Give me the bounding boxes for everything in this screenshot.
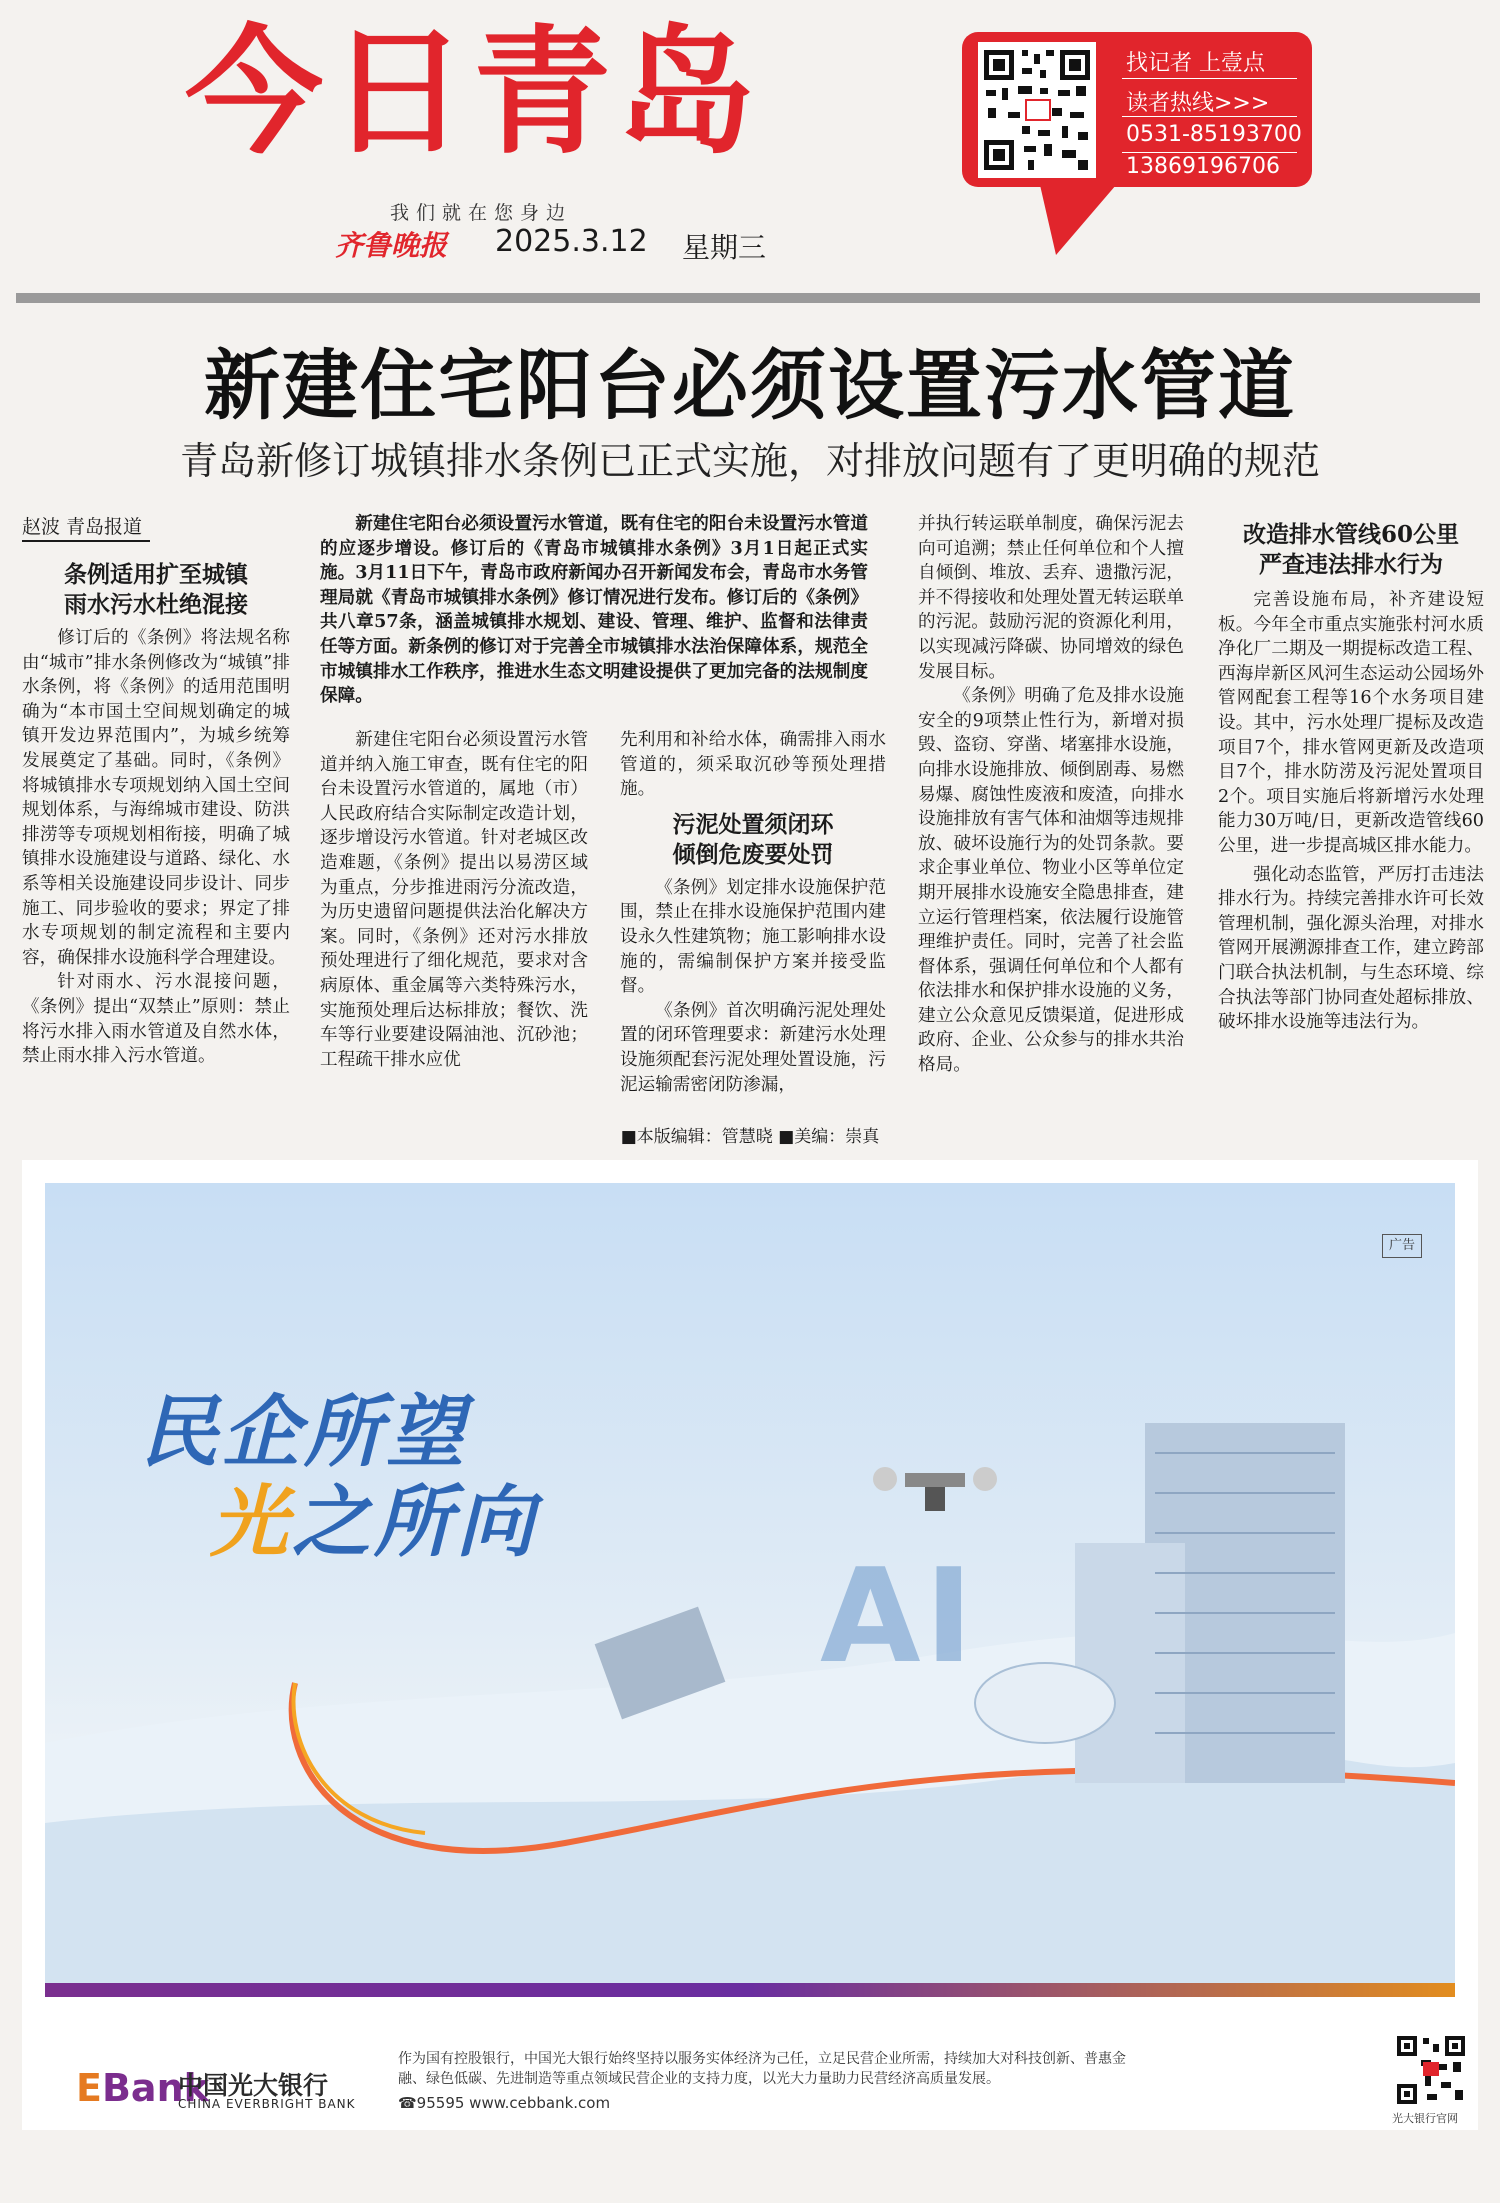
article-body <box>22 626 290 1069</box>
bank-name-en: CHINA EVERBRIGHT BANK <box>178 2097 356 2111</box>
ad-headline-1: 民企所望 <box>140 1388 469 1478</box>
hotline-divider <box>1122 116 1297 117</box>
hotline-line2: 读者热线>>> <box>1126 91 1270 116</box>
article-subhead: 青岛新修订城镇排水条例已正式实施，对排放问题有了更明确的规范 <box>179 439 1320 483</box>
article-body <box>620 876 886 1097</box>
paragraph: 《条例》明确了危及排水设施安全的9项禁止性行为，新增对损毁、盗窃、穿凿、堵塞排水设施，向排水设施排放、倾倒剧毒、易燃易爆、腐蚀性废液和废渣，向排水设施排放有害气体和油烟等违规排放、破坏设施行为的处罚条款。要求企事业单位、物业小区等单位定期开展排水设施安全隐患排查，建立运行管理档案，依法履行设施管理维护责任。同时，完善了社会监督体系，强调任何单位和个人都有依法排水和保护排水设施的义务，建立公众意见反馈渠道，促进形成政府、企业、公众参与的排水共治格局。 <box>918 686 1184 1076</box>
hotline-divider <box>1122 78 1297 79</box>
paragraph: 修订后的《条例》将法规名称由“城市”排水条例修改为“城镇”排水条例，将《条例》的适用范围明确为“本市国土空间规划确定的城镇开发边界范围内”，为城乡统筹发展奠定了基础。同时，《条例》将城镇排水专项规划纳入国土空间规划体系，与海绵城市建设、防洪排涝等专项规划相衔接，明确了城镇排水设施建设与道路、绿化、水系等相关设施建设同步设计、同步施工、同步验收的要求；界定了排水专项规划的制定流程和主要内容，确保排水设施科学合理建设。 <box>22 628 290 968</box>
hotline-divider <box>1122 152 1297 153</box>
ad-banner-image <box>45 1183 1455 1983</box>
ad-headline-2-rest: 之所向 <box>292 1478 539 1568</box>
masthead-slogan: 我们就在您身边 <box>390 202 573 224</box>
ad-brand-bar <box>45 1983 1455 1997</box>
article-column-2 <box>320 728 588 1072</box>
paragraph: 并执行转运联单制度，确保污泥去向可追溯；禁止任何单位和个人擅自倾倒、堆放、丢弃、遗撒污泥，并不得接收和处理处置无转运联单的污泥。鼓励污泥的资源化利用，以实现减污降碳、协同增效的绿色发展目标。 <box>918 514 1184 682</box>
ad-label: 广告 <box>1382 1234 1422 1258</box>
page-credits: ■本版编辑：管慧晓 ■美编：崇真 <box>620 1127 880 1147</box>
qr-code-icon <box>1395 2034 1467 2106</box>
qr-code-icon <box>978 42 1096 178</box>
article-headline: 新建住宅阳台必须设置污水管道 <box>204 341 1296 430</box>
hotline-box-tail <box>1040 185 1116 255</box>
article-body <box>620 728 886 802</box>
paragraph: 《条例》划定排水设施保护范围，禁止在排水设施保护范围内建设永久性建筑物；施工影响排水设施的，需编制保护方案并接受监督。 <box>620 877 886 997</box>
article-column-4 <box>918 512 1184 1078</box>
article-column-5 <box>1218 520 1484 1035</box>
section-heading: 改造排水管线60公里 <box>1242 521 1459 548</box>
paper-name: 齐鲁晚报 <box>335 229 448 262</box>
ad-description: 作为国有控股银行，中国光大银行始终坚持以服务实体经济为己任，立足民营企业所需，持续加大对科技创新、普惠金融、绿色低碳、先进制造等重点领域民营企业的支持力度，以光大力量助力民营经济高质量发展。 <box>398 2051 1126 2087</box>
paragraph: 先利用和补给水体，确需排入雨水管道的，须采取沉砂等预处理措施。 <box>620 730 886 800</box>
qr-caption: 光大银行官网 <box>1392 2112 1458 2125</box>
masthead-rule <box>16 293 1480 303</box>
section-heading: 严查违法排水行为 <box>1259 551 1443 578</box>
ad-headline-2-highlight: 光 <box>210 1478 293 1568</box>
bank-name-cn: 中国光大银行 <box>178 2071 329 2100</box>
hotline-phone2: 13869196706 <box>1126 154 1280 179</box>
paragraph: 针对雨水、污水混接问题，《条例》提出“双禁止”原则：禁止将污水排入雨水管道及自然水体，禁止雨水排入污水管道。 <box>22 972 290 1067</box>
issue-date: 2025.3.12 <box>495 224 648 259</box>
ad-ai-text: AI <box>820 1540 977 1692</box>
paragraph: 《条例》首次明确污泥处理处置的闭环管理要求：新建污水处理设施须配套污泥处理处置设施，污泥运输需密闭防渗漏， <box>620 1000 886 1095</box>
section-heading: 污泥处置须闭环 <box>672 810 834 838</box>
ad-contact: ☎95595 www.cebbank.com <box>398 2094 611 2112</box>
section-heading: 雨水污水杜绝混接 <box>64 591 248 618</box>
paragraph: 新建住宅阳台必须设置污水管道并纳入施工审查，既有住宅的阳台未设置污水管道的，属地（市）人民政府结合实际制定改造计划，逐步增设污水管道。针对老城区改造难题，《条例》提出以易涝区域为重点，分步推进雨污分流改造，为历史遗留问题提供法治化解决方案。同时，《条例》还对污水排放预处理进行了细化规范，要求对含病原体、重金属等六类特殊污水，实施预处理后达标排放；餐饮、洗车等行业要建设隔油池、沉砂池；工程疏干排水应优 <box>320 730 588 1070</box>
paragraph: 完善设施布局，补齐建设短板。今年全市重点实施张村河水质净化厂二期及一期提标改造工程、西海岸新区风河生态运动公园场外管网配套工程等16个水务项目建设。其中，污水处理厂提标及改造项目7个，排水管网更新及改造项目7个，排水防涝及污泥处置项目2个。项目实施后将新增污水处理能力30万吨/日，更新改造管线60公里，进一步提高城区排水能力。 <box>1218 590 1484 856</box>
masthead-logo: 今日青岛 <box>185 12 762 173</box>
byline-rule <box>22 540 150 542</box>
article-body <box>1218 588 1484 1035</box>
section-heading: 条例适用扩至城镇 <box>64 561 248 588</box>
article-byline: 赵波 青岛报道 <box>22 516 143 538</box>
bank-logo-icon: EBank <box>76 2066 209 2110</box>
hotline-phone1: 0531-85193700 <box>1126 122 1302 147</box>
issue-weekday: 星期三 <box>682 231 767 264</box>
ad-headline-2 <box>210 1460 538 1572</box>
paragraph: 强化动态监管，严厉打击违法排水行为。持续完善排水许可长效管理机制，强化源头治理，对排水管网开展溯源排查工作，建立跨部门联合执法机制，与生态环境、综合执法等部门协同查处超标排放、破坏排水设施等违法行为。 <box>1218 864 1484 1033</box>
section-heading: 倾倒危废要处罚 <box>672 840 834 868</box>
article-lead: 新建住宅阳台必须设置污水管道，既有住宅的阳台未设置污水管道的应逐步增设。修订后的《青岛市城镇排水条例》3月1日起正式实施。3月11日下午，青岛市政府新闻办召开新闻发布会，青岛市水务管理局就《青岛市城镇排水条例》修订情况进行发布。修订后的《条例》共八章57条，涵盖城镇排水规划、建设、管理、维护、监督和法律责任等方面。新条例的修订对于完善全市城镇排水法治保障体系，规范全市城镇排水工作秩序，推进水生态文明建设提供了更加完备的法规制度保障。 <box>320 513 868 707</box>
article-column-1 <box>22 560 290 1069</box>
article-column-3 <box>620 728 886 1097</box>
hotline-line1: 找记者 上壹点 <box>1126 51 1265 76</box>
